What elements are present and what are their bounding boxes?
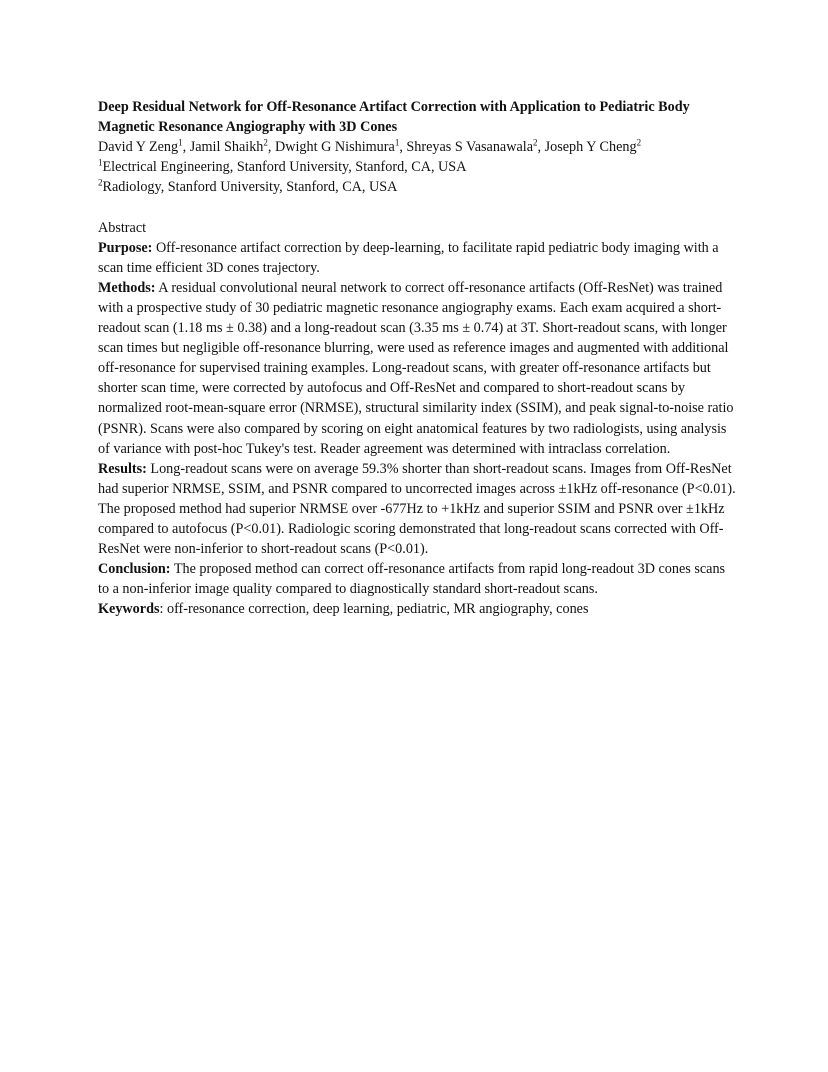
blank-line bbox=[98, 197, 738, 217]
abstract-methods bbox=[98, 278, 738, 459]
affiliation bbox=[98, 157, 738, 177]
section-label: Methods: bbox=[98, 279, 156, 296]
author-name: Shreyas S Vasanawala bbox=[406, 139, 534, 156]
author-affiliation-mark: 1 bbox=[178, 137, 183, 148]
section-text: Long-readout scans were on average 59.3% shorter than short-readout scans. Images from Off-ResNet had superior NRMSE, SSIM, and PSNR compared to uncorrected images across ±1kHz off-resonance (P<0.01). The proposed method had superior NRMSE over -677Hz to +1kHz and superior SSIM and PSNR over ±1kHz compared to autofocus (P<0.01). Radiologic scoring demonstrated that long-readout scans corrected with Off-ResNet were non-inferior to short-readout scans (P<0.01). bbox=[98, 460, 736, 558]
author-affiliation-mark: 2 bbox=[533, 137, 538, 148]
section-text: Off-resonance artifact correction by deep-learning, to facilitate rapid pediatric body imaging with a scan time efficient 3D cones trajectory. bbox=[98, 239, 719, 276]
author-name: Jamil Shaikh bbox=[189, 139, 264, 156]
affiliation-number: 1 bbox=[98, 157, 103, 168]
affiliation bbox=[98, 177, 738, 197]
abstract-results bbox=[98, 459, 738, 559]
author-affiliation-mark: 2 bbox=[263, 137, 268, 148]
abstract-heading: Abstract bbox=[98, 219, 147, 236]
abstract-keywords bbox=[98, 599, 738, 619]
section-text: A residual convolutional neural network to correct off-resonance artifacts (Off-ResNet) was trained with a prospective study of 30 pediatric magnetic resonance angiography exams. Each exam acquired a short-readout scan (1.18 ms ± 0.38) and a long-readout scan (3.35 ms ± 0.74) at 3T. Short-readout scans, with longer scan times but negligible off-resonance blurring, were used as reference images and augmented with additional off-resonance for supervised training examples. Long-readout scans, with greater off-resonance artifacts but shorter scan time, were corrected by autofocus and Off-ResNet and compared to short-readout scans by normalized root-mean-square error (NRMSE), structural similarity index (SSIM), and peak signal-to-noise ratio (PSNR). Scans were also compared by scoring on eight anatomical features by two radiologists, using analysis of variance with post-hoc Tukey's test. Reader agreement was determined with intraclass correlation. bbox=[98, 279, 734, 457]
author-affiliation-mark: 1 bbox=[394, 137, 400, 148]
paper-title: Deep Residual Network for Off-Resonance Artifact Correction with Application to Pediatric Body Magnetic Resonance Angiography with 3D Cones bbox=[98, 99, 690, 136]
affiliation-text: Electrical Engineering, Stanford University, Stanford, CA, USA bbox=[102, 159, 467, 176]
abstract-purpose bbox=[98, 238, 738, 278]
author-name: Dwight G Nishimura bbox=[275, 139, 395, 156]
section-label: Keywords bbox=[98, 601, 160, 618]
section-text: : off-resonance correction, deep learning, pediatric, MR angiography, cones bbox=[159, 601, 589, 618]
affiliation-number: 2 bbox=[98, 177, 103, 188]
abstract-conclusion bbox=[98, 559, 738, 599]
author-name: David Y Zeng bbox=[98, 139, 179, 156]
paper-page bbox=[98, 97, 738, 619]
author-name: Joseph Y Cheng bbox=[544, 139, 637, 156]
section-label: Purpose: bbox=[98, 239, 153, 256]
author-affiliation-mark: 2 bbox=[636, 137, 642, 148]
affiliation-text: Radiology, Stanford University, Stanford, CA, USA bbox=[102, 179, 398, 196]
section-text: The proposed method can correct off-resonance artifacts from rapid long-readout 3D cones scans to a non-inferior image quality compared to diagnostically standard short-readout scans. bbox=[98, 561, 726, 598]
author-list: David Y Zeng$^1$, Jamil Shaikh$^2$, Dwight G Nishimura$^1$, Shreyas S Vasanawala$^2$, Joseph Y Cheng$^2$ bbox=[98, 137, 642, 156]
section-label: Results: bbox=[98, 460, 147, 477]
section-label: Conclusion: bbox=[98, 561, 171, 578]
